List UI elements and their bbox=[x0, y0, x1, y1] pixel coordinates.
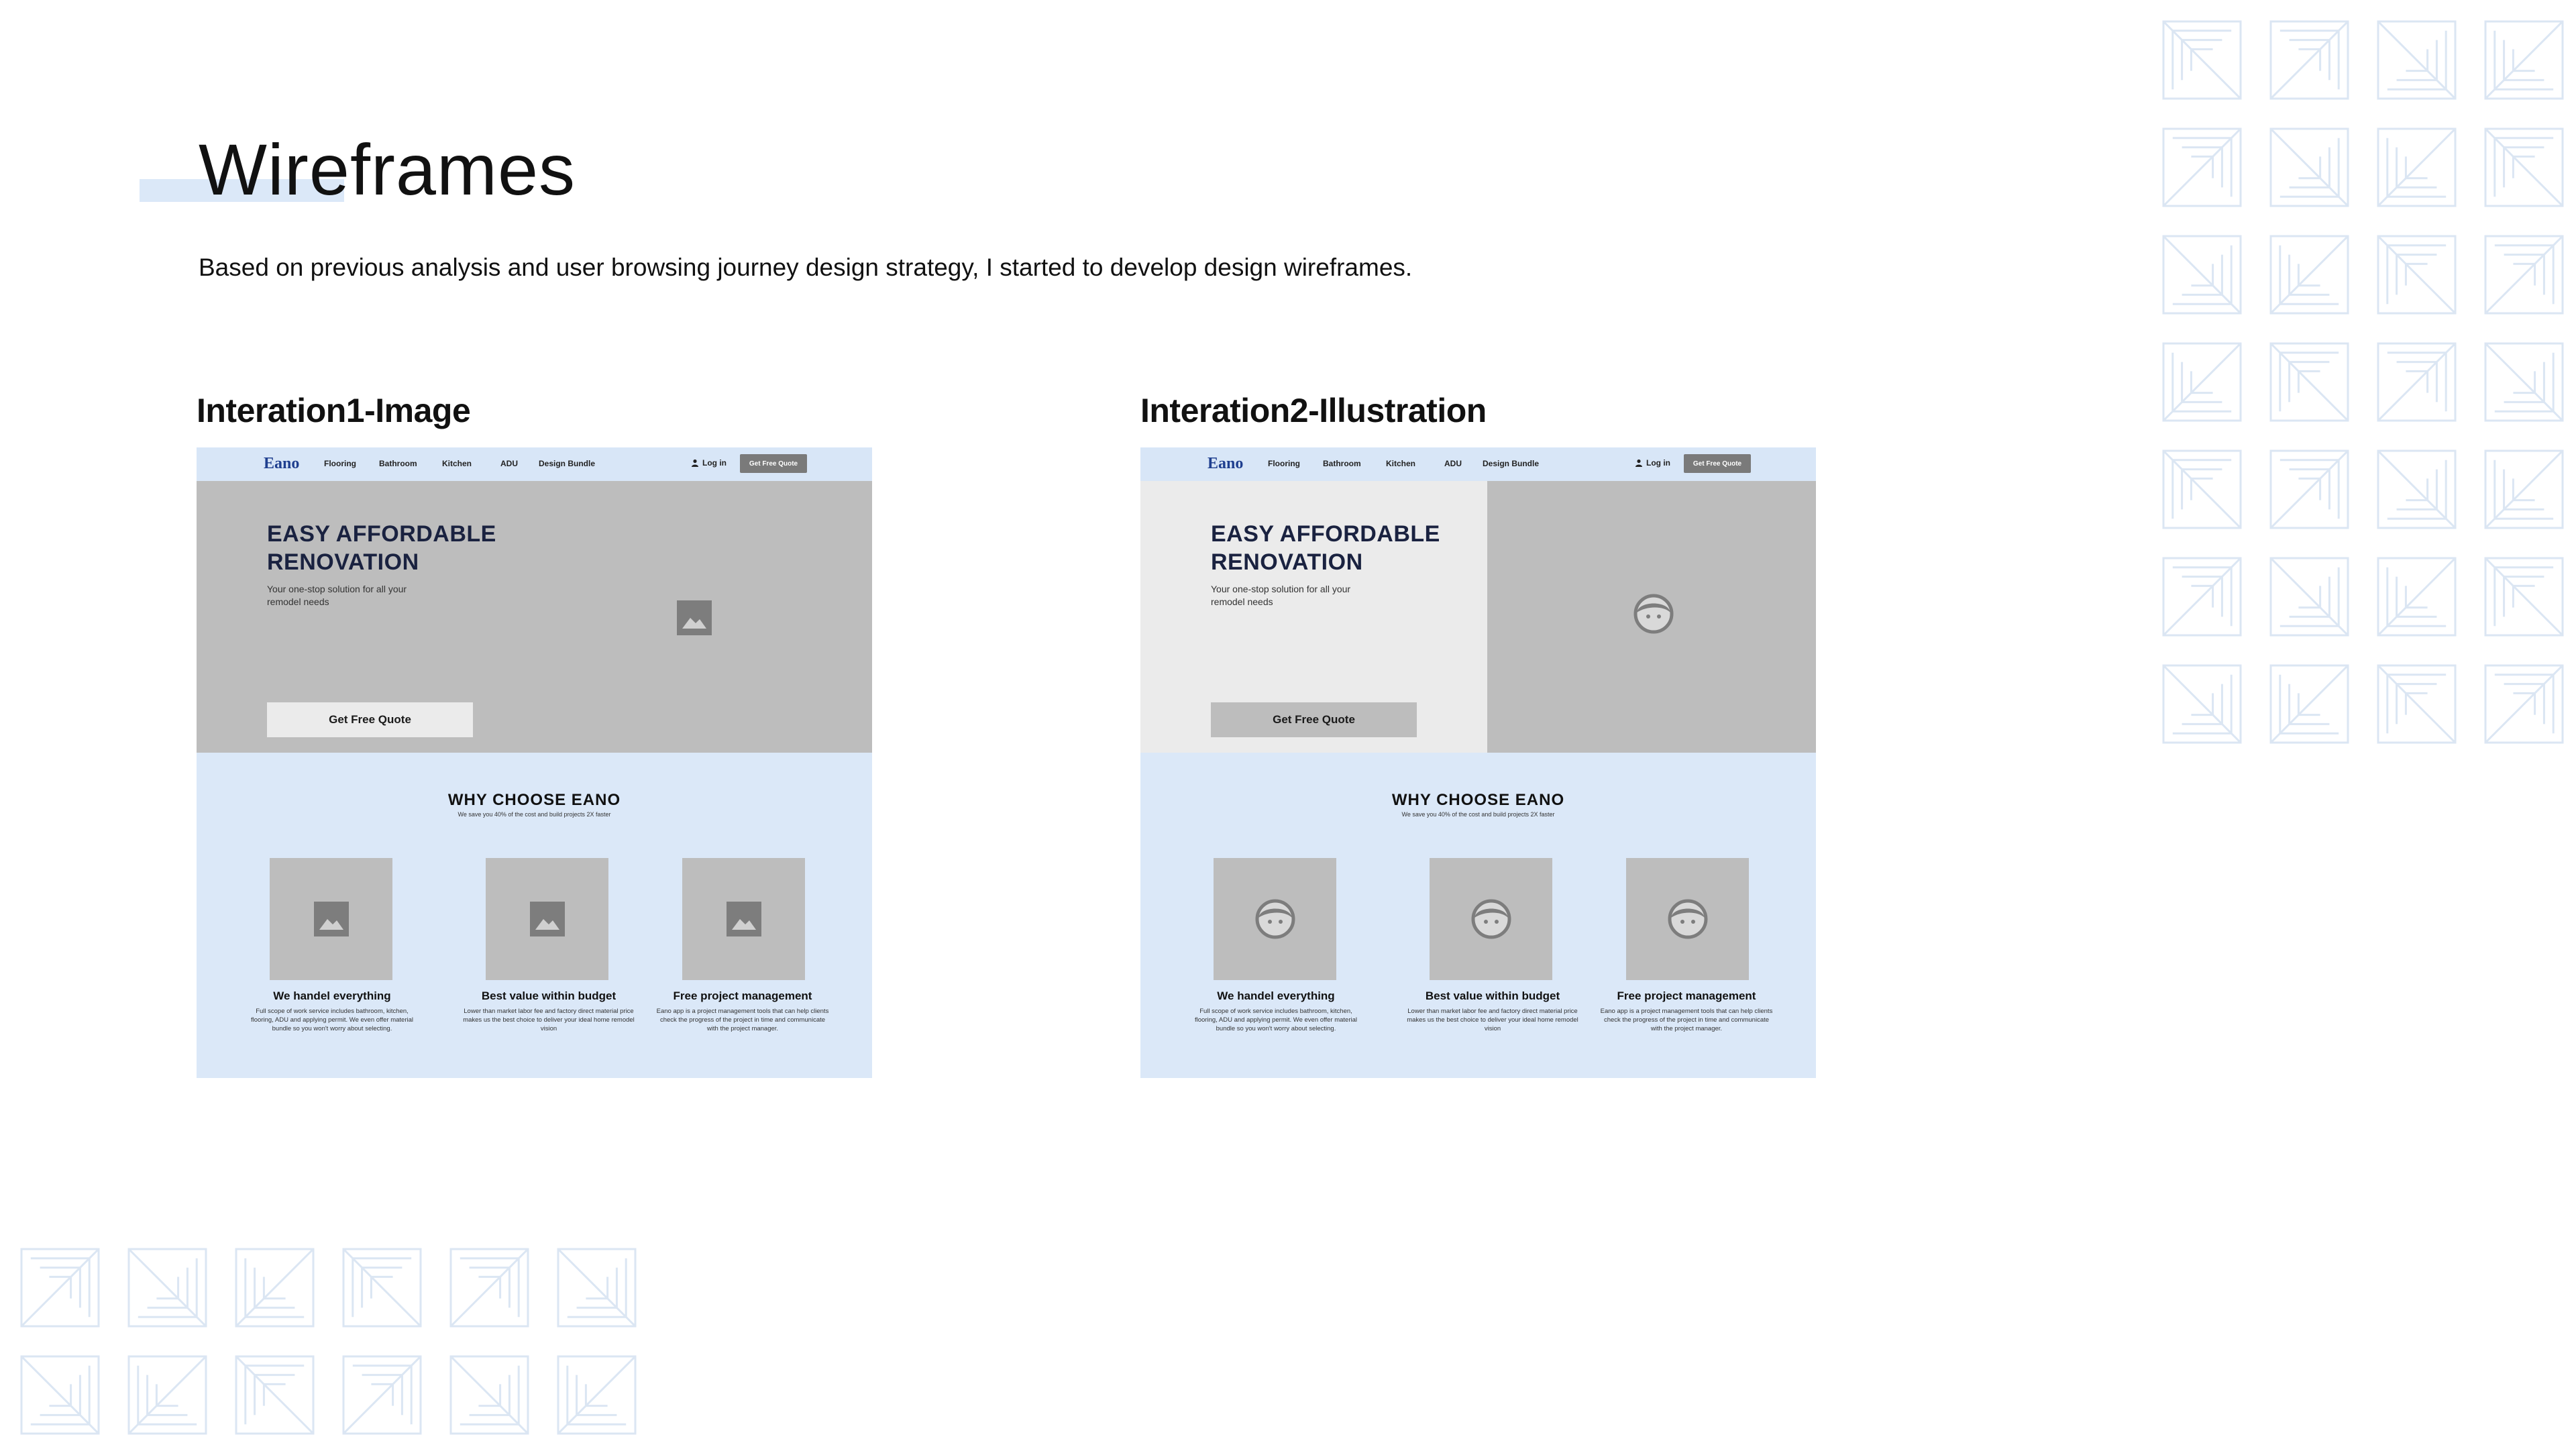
pattern-tile bbox=[129, 1356, 206, 1434]
pattern-tile bbox=[2271, 236, 2348, 313]
pattern-tile bbox=[343, 1249, 421, 1326]
pattern-tile bbox=[2485, 451, 2563, 528]
decorative-pattern-bottom-left bbox=[13, 1241, 657, 1449]
pattern-tile bbox=[2163, 558, 2241, 635]
user-icon bbox=[1635, 459, 1643, 467]
card-title: We handel everything bbox=[273, 989, 391, 1002]
card-title: We handel everything bbox=[1217, 989, 1335, 1002]
pattern-tile bbox=[2378, 558, 2455, 635]
card-image-placeholder bbox=[682, 858, 805, 980]
pattern-tile bbox=[2271, 21, 2348, 99]
pattern-tile bbox=[451, 1249, 528, 1326]
image-placeholder-icon bbox=[677, 600, 712, 639]
login-label: Log in bbox=[1646, 458, 1670, 468]
hero-section bbox=[1140, 481, 1816, 753]
pattern-tile bbox=[2485, 236, 2563, 313]
logo[interactable]: Eano bbox=[1208, 455, 1244, 472]
hero-get-quote-button[interactable]: Get Free Quote bbox=[1211, 702, 1417, 737]
pattern-tile bbox=[2485, 558, 2563, 635]
wireframe-iteration-2 bbox=[1140, 447, 1816, 1078]
pattern-tile bbox=[2378, 343, 2455, 421]
card-image-placeholder bbox=[486, 858, 608, 980]
nav-bar bbox=[197, 447, 872, 481]
pattern-tile bbox=[21, 1249, 99, 1326]
card-text: Lower than market labor fee and factory direct material price makes us the best choice to deliver your ideal home remodel vision bbox=[1407, 1008, 1578, 1032]
wireframe-iteration-1 bbox=[197, 447, 872, 1078]
pattern-tile bbox=[2163, 129, 2241, 206]
pattern-tile bbox=[2271, 129, 2348, 206]
pattern-tile bbox=[558, 1249, 635, 1326]
hero-get-quote-button[interactable]: Get Free Quote bbox=[267, 702, 473, 737]
card-title: Best value within budget bbox=[1425, 989, 1560, 1002]
logo[interactable]: Eano bbox=[264, 455, 300, 472]
iteration-1-label: Interation1-Image bbox=[197, 392, 471, 429]
user-icon bbox=[691, 459, 699, 467]
image-placeholder-icon bbox=[727, 902, 761, 936]
pattern-tile bbox=[2163, 236, 2241, 313]
pattern-tile bbox=[2163, 21, 2241, 99]
pattern-tile bbox=[2378, 21, 2455, 99]
iteration-2-label: Interation2-Illustration bbox=[1140, 392, 1487, 429]
hero-title: EASY AFFORDABLE RENOVATION bbox=[267, 521, 496, 575]
image-placeholder-icon bbox=[530, 902, 565, 936]
card-image-placeholder bbox=[270, 858, 392, 980]
nav-link-flooring[interactable]: Flooring bbox=[324, 459, 356, 468]
why-subtitle: We save you 40% of the cost and build projects 2X faster bbox=[1401, 811, 1555, 818]
card-text: Full scope of work service includes bathroom, kitchen, flooring, ADU and applying permit. We even offer material bundle so you won't worry about selecting. bbox=[250, 1008, 414, 1032]
pattern-tile bbox=[2163, 343, 2241, 421]
card-text: Full scope of work service includes bathroom, kitchen, flooring, ADU and applying permit. We even offer material bundle so you won't worry about selecting. bbox=[1194, 1008, 1358, 1032]
pattern-tile bbox=[2163, 665, 2241, 743]
pattern-tile bbox=[2378, 665, 2455, 743]
why-subtitle: We save you 40% of the cost and build projects 2X faster bbox=[458, 811, 611, 818]
pattern-tile bbox=[2378, 129, 2455, 206]
face-illustration-icon bbox=[1255, 899, 1295, 939]
hero-illustration-panel bbox=[1487, 481, 1816, 753]
card-text: Eano app is a project management tools that can help clients check the progress of the project in time and communicate with the project manager. bbox=[656, 1008, 829, 1032]
pattern-tile bbox=[2485, 129, 2563, 206]
pattern-tile bbox=[236, 1356, 313, 1434]
login-label: Log in bbox=[702, 458, 727, 468]
pattern-tile bbox=[343, 1356, 421, 1434]
decorative-pattern-top-right bbox=[2153, 13, 2576, 765]
card-title: Free project management bbox=[673, 989, 812, 1002]
pattern-tile bbox=[2378, 236, 2455, 313]
nav-link-bathroom[interactable]: Bathroom bbox=[379, 459, 417, 468]
login-link[interactable] bbox=[691, 458, 727, 468]
pattern-tile bbox=[2271, 451, 2348, 528]
hero-section bbox=[197, 481, 872, 753]
pattern-tile bbox=[2485, 343, 2563, 421]
nav-bar bbox=[1140, 447, 1816, 481]
pattern-tile bbox=[2271, 343, 2348, 421]
card-image-placeholder bbox=[1214, 858, 1336, 980]
face-illustration-icon bbox=[1668, 899, 1708, 939]
nav-link-adu[interactable]: ADU bbox=[500, 459, 518, 468]
nav-link-design-bundle[interactable]: Design Bundle bbox=[539, 459, 596, 468]
card-title: Free project management bbox=[1617, 989, 1756, 1002]
nav-link-flooring[interactable]: Flooring bbox=[1268, 459, 1300, 468]
pattern-tile bbox=[2271, 665, 2348, 743]
page-subtitle: Based on previous analysis and user browsing journey design strategy, I started to develop design wireframes. bbox=[199, 254, 1413, 281]
pattern-tile bbox=[2378, 451, 2455, 528]
card-text: Lower than market labor fee and factory direct material price makes us the best choice to deliver your ideal home remodel vision bbox=[463, 1008, 635, 1032]
card-image-placeholder bbox=[1626, 858, 1749, 980]
why-title: WHY CHOOSE EANO bbox=[447, 791, 621, 809]
face-illustration-icon bbox=[1471, 899, 1511, 939]
card-text: Eano app is a project management tools that can help clients check the progress of the project in time and communicate with the project manager. bbox=[1600, 1008, 1773, 1032]
pattern-tile bbox=[236, 1249, 313, 1326]
card-image-placeholder bbox=[1430, 858, 1552, 980]
pattern-tile bbox=[2271, 558, 2348, 635]
pattern-tile bbox=[21, 1356, 99, 1434]
pattern-tile bbox=[2485, 665, 2563, 743]
page-title: Wireframes bbox=[199, 129, 576, 210]
nav-get-quote-button[interactable]: Get Free Quote bbox=[740, 454, 807, 473]
hero-subtitle: Your one-stop solution for all your remodel needs bbox=[1211, 584, 1351, 607]
pattern-tile bbox=[2485, 21, 2563, 99]
pattern-tile bbox=[451, 1356, 528, 1434]
card-title: Best value within budget bbox=[481, 989, 616, 1002]
login-link[interactable] bbox=[1635, 458, 1670, 468]
image-placeholder-icon bbox=[314, 902, 349, 936]
nav-link-kitchen[interactable]: Kitchen bbox=[1386, 459, 1416, 468]
pattern-tile bbox=[2163, 451, 2241, 528]
pattern-tile bbox=[558, 1356, 635, 1434]
why-title: WHY CHOOSE EANO bbox=[1391, 791, 1565, 809]
nav-link-kitchen[interactable]: Kitchen bbox=[442, 459, 472, 468]
nav-link-bathroom[interactable]: Bathroom bbox=[1323, 459, 1361, 468]
face-illustration-icon bbox=[1633, 594, 1674, 637]
hero-title: EASY AFFORDABLE RENOVATION bbox=[1211, 521, 1440, 575]
nav-get-quote-button[interactable]: Get Free Quote bbox=[1684, 454, 1751, 473]
nav-link-adu[interactable]: ADU bbox=[1444, 459, 1462, 468]
nav-link-design-bundle[interactable]: Design Bundle bbox=[1483, 459, 1540, 468]
pattern-tile bbox=[129, 1249, 206, 1326]
hero-subtitle: Your one-stop solution for all your remodel needs bbox=[267, 584, 407, 607]
